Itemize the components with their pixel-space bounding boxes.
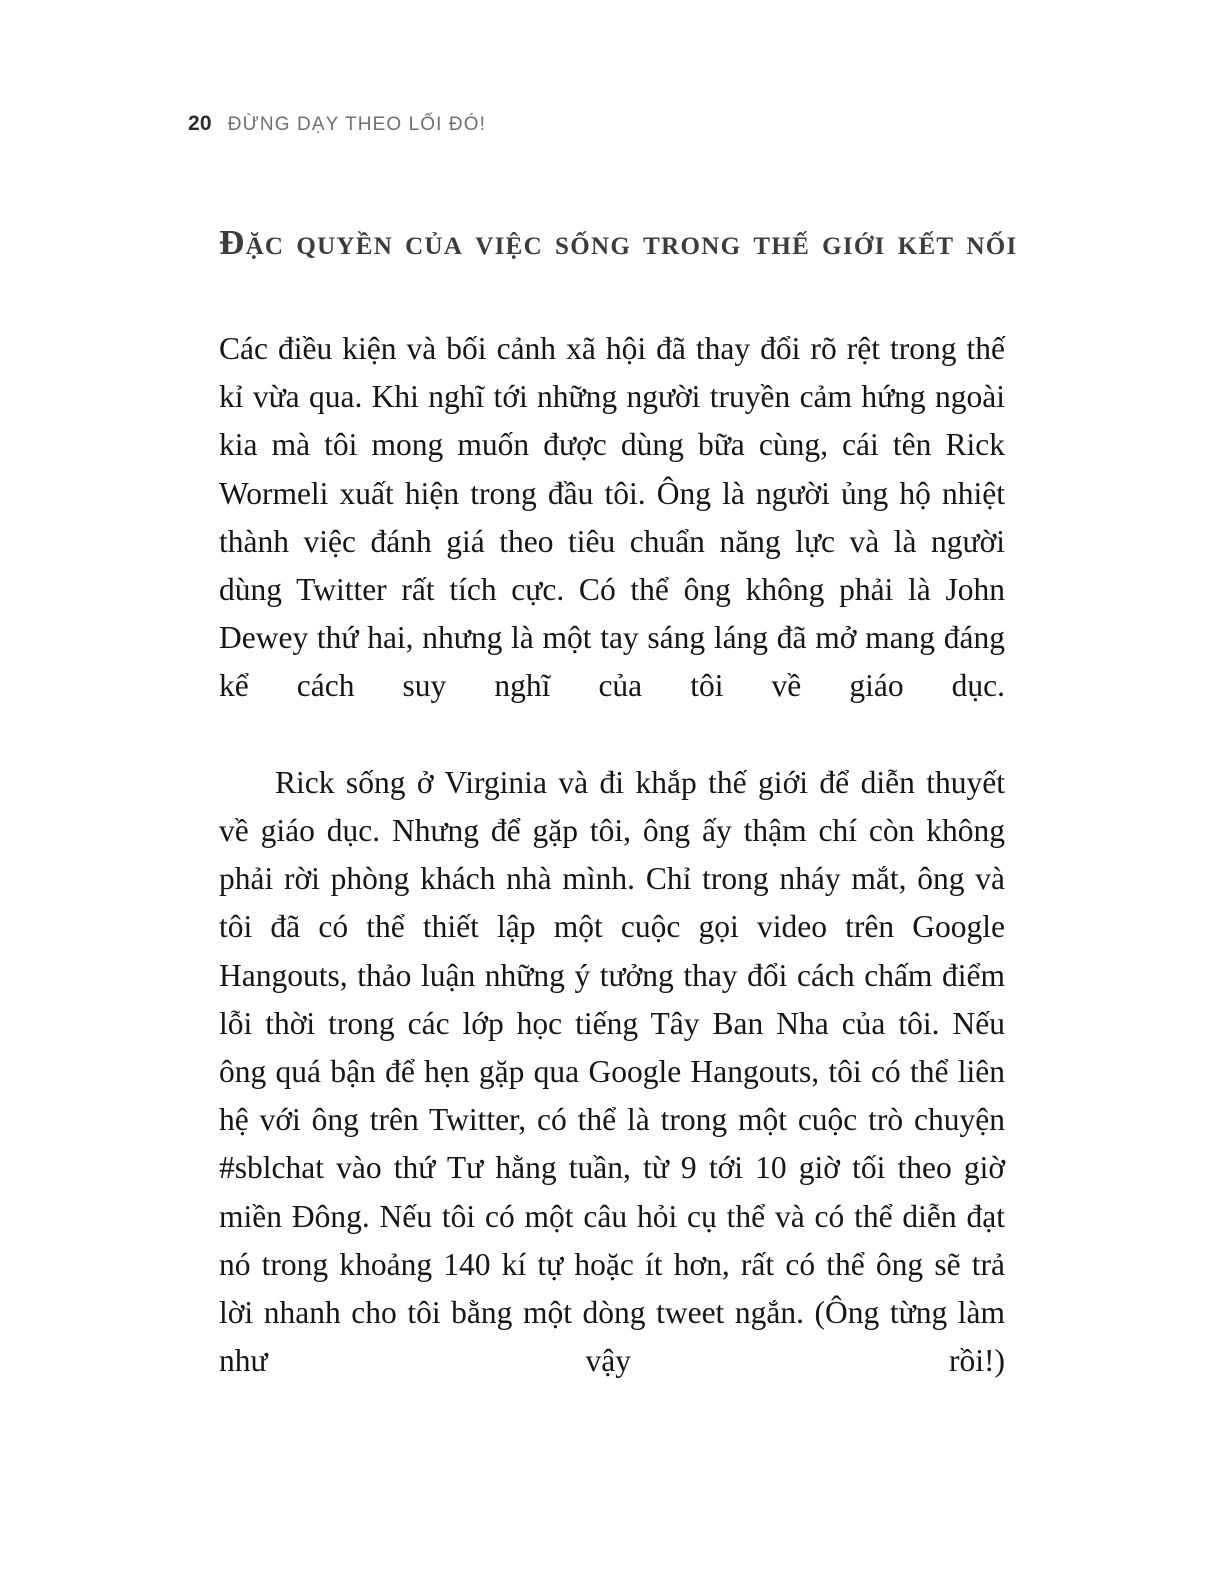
section-heading: Đặc quyền của việc sống trong thế giới kết nối [219,223,1018,263]
body-text [219,325,1005,1434]
running-head [188,112,486,136]
paragraph-1: Các điều kiện và bối cảnh xã hội đã thay đổi rõ rệt trong thế kỉ vừa qua. Khi nghĩ tới những người truyền cảm hứng ngoài kia mà tôi mong muốn được dùng bữa cùng, cái tên Rick Wormeli xuất hiện trong đầu tôi. Ông là người ủng hộ nhiệt thành việc đánh giá theo tiêu chuẩn năng lực và là người dùng Twitter rất tích cực. Có thể ông không phải là John Dewey thứ hai, nhưng là một tay sáng láng đã mở mang đáng kể cách suy nghĩ của tôi về giáo dục. [219,331,1005,704]
running-head-book-title: ĐỪNG DẠY THEO LỐI ĐÓ! [227,114,486,135]
paragraph-2: Rick sống ở Virginia và đi khắp thế giới để diễn thuyết về giáo dục. Nhưng để gặp tôi, ông ấy thậm chí còn không phải rời phòng khách nhà mình. Chỉ trong nháy mắt, ông và tôi đã có thể thiết lập một cuộc gọi video trên Google Hangouts, thảo luận những ý tưởng thay đổi cách chấm điểm lỗi thời trong các lớp học tiếng Tây Ban Nha của tôi. Nếu ông quá bận để hẹn gặp qua Google Hangouts, tôi có thể liên hệ với ông trên Twitter, có thể là trong một cuộc trò chuyện #sblchat vào thứ Tư hằng tuần, từ 9 tới 10 giờ tối theo giờ miền Đông. Nếu tôi có một câu hỏi cụ thể và có thể diễn đạt nó trong khoảng 140 kí tự hoặc ít hơn, rất có thể ông sẽ trả lời nhanh cho tôi bằng một dòng tweet ngắn. (Ông từng làm như vậy rồi!) [219,764,1005,1379]
page-number: 20 [188,112,212,135]
